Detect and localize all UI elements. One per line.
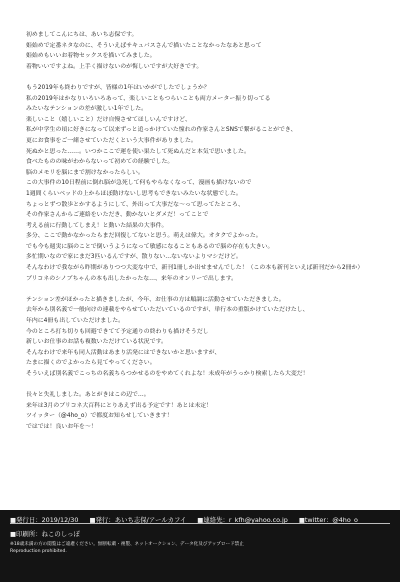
afterword-line: そういえば別名義でこっちの名義ちらつかせるのをやめてくれよな！未成年がうっかり検索したら大変だ！ [26, 371, 309, 377]
afterword-line: 考える前に行動してしまえ！と動いた結果の大事件。 [26, 222, 168, 229]
afterword-line: 着物いいですよね。上手く描けないのが悔しいですが大好きです。 [26, 63, 203, 70]
afterword-line: 死ぬかと思った……。いつかここで運を使い果たして死ぬんだと本気で思いました。 [26, 148, 250, 155]
afterword-line: みたいなテンションの差が激しい1年でした。 [26, 106, 147, 113]
afterword-body [26, 30, 378, 433]
afterword-line: ではでは！良いお年を～！ [26, 423, 97, 430]
afterword-line: 1週間くらいベッドの上からほぼ動けないし思考もできないみたいな状態でした。 [26, 190, 242, 197]
afterword-line: 長々と失礼しました。あとがきはこの辺で…。 [26, 392, 150, 399]
afterword-line: でも今も週実に脳のことで倒いうようになって敏感になることもあるので脳の存在も大きい。 [26, 243, 274, 250]
afterword-line: 今のところ打ち切りも回避できてて予定通りの終わりも描けそうだし [26, 328, 209, 335]
afterword-line: その作家さんからご連絡をいただき、動かないとダメだ！ってことで [26, 212, 209, 219]
afterword-line: 初めましてこんにちは、あいち志保です。 [26, 32, 138, 38]
afterword-line: 多分、ここで動かなかったらまだ回復してないと思う。萌えは偉大。オタクでよかった。 [26, 233, 262, 240]
afterword-line: ツイッター（@4ho_o）で都度お知らせしていきます！ [26, 413, 173, 420]
paragraph-gap [26, 284, 378, 295]
twitter-handle: ■twitter：@4ho_o [298, 516, 358, 524]
afterword-line: 来年は3月のブリコネ大百科にとりあえず出る予定です！あとは未定！ [26, 402, 213, 409]
afterword-line: 多忙期いなので家にまだ3匹いるんですが、散りない…ないないよりマシだけど。 [26, 254, 242, 261]
afterword-line: たまに描くのでよかったら見てやってください。 [26, 360, 156, 367]
afterword-line: ちょっとずつ散歩とかするようにして、外出って大事だな～って思ってたところ、 [26, 201, 244, 208]
afterword-line: ブリコネのシノブちゃんの本も出したかったな…、来年のオンリーで出します。 [26, 275, 237, 282]
printer: ■印刷所：ねこのしっぽ [10, 530, 80, 538]
afterword-line: 去年から別名義で一般向けの連載をやらせていただいているのですが、単行本の重版かけていただけたし、 [26, 307, 309, 314]
afterword-line: 年内に4冊も出していただけました。 [26, 318, 124, 325]
afterword-line: この大事件の10日程前に倒れ脳が急死して何もやらなくなって、漫画も描けないので [26, 180, 252, 187]
notice-jp: ※18歳未満の方の閲覧はご遠慮ください。無断転載・複製、ネットオークション、データ化及びアップロード禁止 [10, 542, 244, 547]
notice-en: Reproduction prohibited. [10, 549, 67, 554]
afterword-line: 姫始めで定番ネタなのに、そういえばサキュバスさんで描いたことなかったなあと思って [26, 42, 262, 49]
afterword-line: 更にお食事をご一緒させていただくという大事件がありました。 [26, 137, 197, 144]
afterword-line: そんなわけで来年も同人活動はあまり活発にはできないかと思いますが、 [26, 349, 221, 356]
colophon-panel [0, 510, 400, 582]
publisher: ■発行：あいち志保/アールカフイ [89, 516, 187, 524]
afterword-line: 食べたものの味がわからないって初めての経験でした。 [26, 159, 174, 166]
afterword-line: もう2019年も終わりですが、皆様の1年はいかがでしたでしょうか？ [26, 84, 210, 91]
afterword-line: 私の2019年はかなりいろいろあって、楽しいこともつらいことも両方メーター振り切ってる [26, 95, 271, 102]
afterword-line: 新しいお仕事のお話も複数いただけている状況です。 [26, 339, 167, 346]
afterword-line: テンション差がほかったと描きましたが、今年、お仕事の方は順調に活動させていただきました。 [26, 296, 285, 303]
afterword-line: 楽しいこと（嬉しいこと）だけ自慢させてほしいんですけど、 [26, 116, 191, 123]
afterword-line: そんなわけで我ながら昨期がありつつ大変な中で、新刊1冊しか出せませんでした！（この本も新刊といえば新刊だから2冊か） [26, 265, 364, 272]
afterword-line: 姫始めもいいお着物セックスを描いてみました。 [26, 53, 156, 60]
colophon-divider [10, 523, 390, 524]
release-date: ■発行日：2019/12/30 [10, 516, 79, 524]
afterword-line: 私が中学生の頃に好きになって以来ずっと追っかけていた憧れの作家さんとSNSで繋がることができ、 [26, 127, 297, 134]
paragraph-gap [26, 72, 378, 83]
paragraph-gap [26, 380, 378, 391]
afterword-line: 脳のメモリを脳にまで割けなかったらしい。 [26, 169, 144, 176]
contact-email: ■連絡先：r_kfh@yahoo.co.jp [197, 516, 288, 524]
